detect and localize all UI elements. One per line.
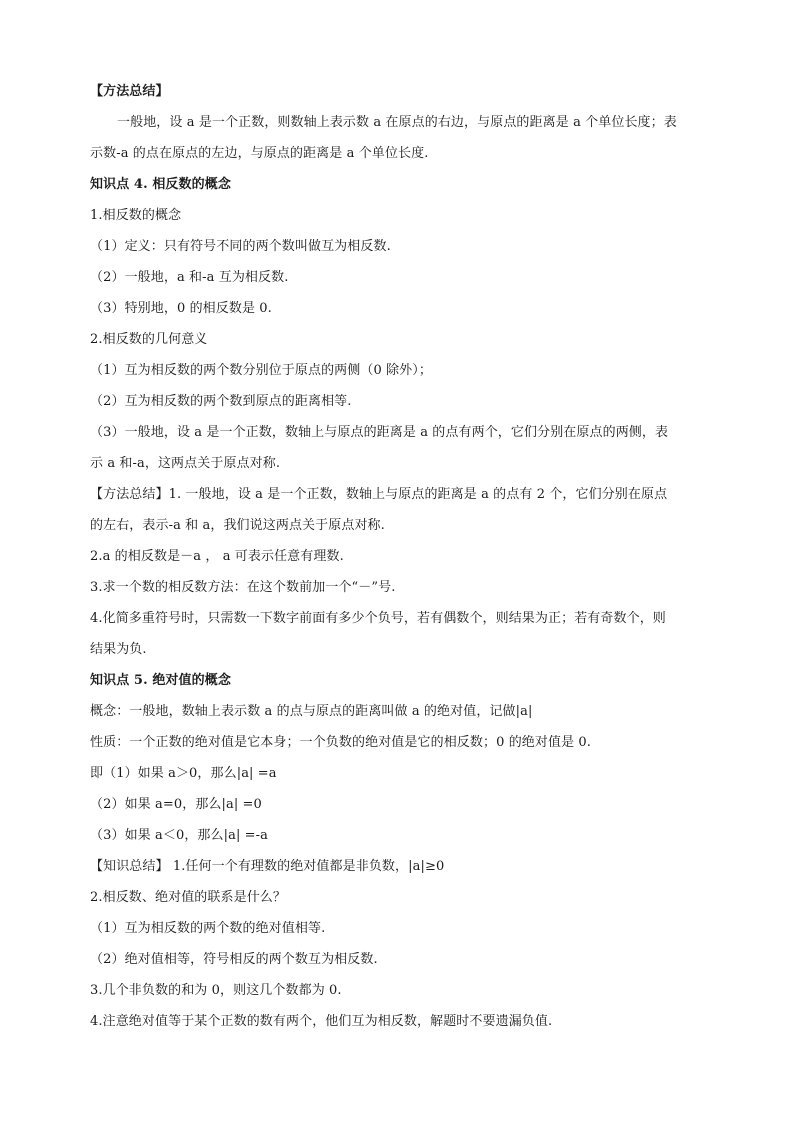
list-item: （3）特别地，0 的相反数是 0. <box>90 301 272 316</box>
list-item: 2.a 的相反数是－a ， a 可表示任意有理数. <box>90 549 344 564</box>
list-item: （1）互为相反数的两个数的绝对值相等. <box>90 921 326 936</box>
list-item: 3.几个非负数的和为 0，则这几个数都为 0. <box>90 983 342 998</box>
paragraph-line: 示 a 和-a，这两点关于原点对称. <box>90 456 281 471</box>
list-item: （2）互为相反数的两个数到原点的距离相等. <box>90 394 352 409</box>
section-heading-5: 知识点 5. 绝对值的概念 <box>90 673 231 688</box>
definition-line: 概念：一般地，数轴上表示数 a 的点与原点的距离叫做 a 的绝对值，记做|a| <box>90 704 533 719</box>
method-summary-heading: 【方法总结】 <box>90 84 169 99</box>
list-item: 3.求一个数的相反数方法：在这个数前加一个“－”号. <box>90 580 396 595</box>
method-summary-line: 【方法总结】1. 一般地，设 a 是一个正数，数轴上与原点的距离是 a 的点有 2 个，它们分别在原点 <box>90 487 668 502</box>
list-item: 4.注意绝对值等于某个正数的数有两个，他们互为相反数，解题时不要遗漏负值. <box>90 1014 553 1029</box>
list-item: （3）一般地，设 a 是一个正数，数轴上与原点的距离是 a 的点有两个，它们分别在原点的两侧，表 <box>90 425 669 440</box>
list-item: 即（1）如果 a＞0，那么|a| =a <box>90 766 277 781</box>
paragraph-line: 结果为负. <box>90 642 147 657</box>
property-line: 性质：一个正数的绝对值是它本身；一个负数的绝对值是它的相反数；0 的绝对值是 0. <box>90 735 592 750</box>
list-item: （2）一般地，a 和-a 互为相反数. <box>90 270 289 285</box>
list-item: 4.化简多重符号时，只需数一下数字前面有多少个负号，若有偶数个，则结果为正；若有奇数个，则 <box>90 611 666 626</box>
list-item: 2.相反数的几何意义 <box>90 332 208 347</box>
section-heading-4: 知识点 4. 相反数的概念 <box>90 177 231 192</box>
list-item: （3）如果 a＜0，那么|a| =-a <box>90 828 269 843</box>
paragraph-line: 的左右，表示-a 和 a，我们说这两点关于原点对称. <box>90 518 385 533</box>
list-item: （2）如果 a=0，那么|a| =0 <box>90 797 262 812</box>
paragraph-line: 示数-a 的点在原点的左边，与原点的距离是 a 个单位长度. <box>90 146 429 161</box>
list-item: （1）互为相反数的两个数分别位于原点的两侧（0 除外）； <box>90 363 432 378</box>
list-item: 2.相反数、绝对值的联系是什么？ <box>90 890 287 905</box>
list-item: （2）绝对值相等，符号相反的两个数互为相反数. <box>90 952 378 967</box>
knowledge-summary-line: 【知识总结】 1.任何一个有理数的绝对值都是非负数，|a|≥0 <box>90 859 445 874</box>
list-item: 1.相反数的概念 <box>90 208 182 223</box>
paragraph-line: 一般地，设 a 是一个正数，则数轴上表示数 a 在原点的右边，与原点的距离是 a 个单位长度；表 <box>117 115 677 130</box>
list-item: （1）定义：只有符号不同的两个数叫做互为相反数. <box>90 239 391 254</box>
